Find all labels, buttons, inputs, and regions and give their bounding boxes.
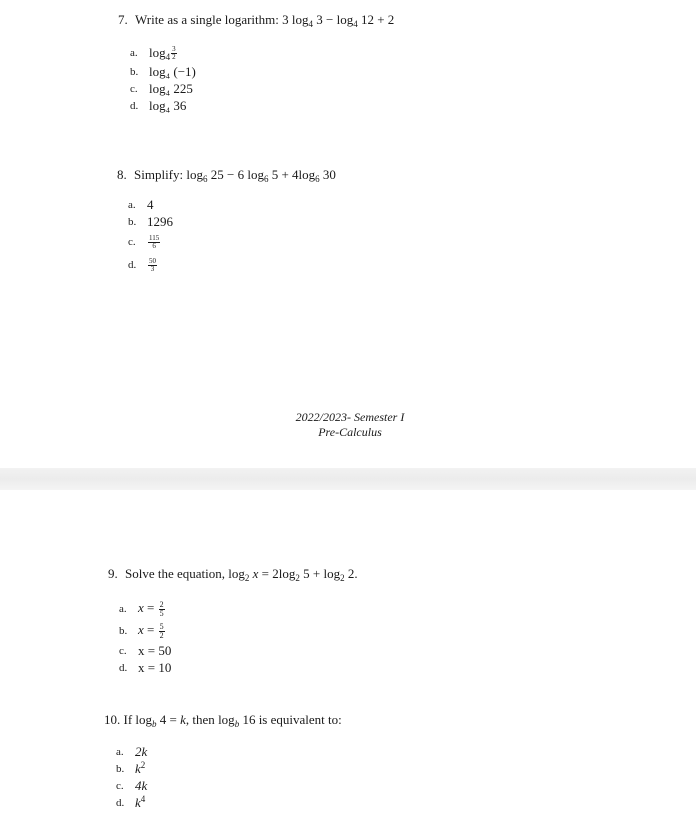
- question-10-option-d[interactable]: [116, 794, 147, 811]
- question-8-option-a[interactable]: [128, 196, 173, 213]
- page-break: [0, 468, 696, 490]
- option-value: $k^2$: [135, 759, 146, 776]
- fraction: $\frac{115}{6}$: [149, 233, 160, 250]
- option-label: d.: [116, 796, 125, 809]
- option-label: c.: [119, 644, 127, 657]
- option-value: $k^4$: [135, 793, 146, 810]
- option-value: x = 50: [138, 642, 172, 658]
- question-8-option-b[interactable]: [128, 213, 173, 230]
- option-label: d.: [119, 661, 128, 674]
- option-label: a.: [128, 198, 136, 211]
- option-label: a.: [130, 47, 138, 59]
- question-8-prompt: Simplify:: [134, 167, 184, 182]
- question-7-prompt: Write as a single logarithm:: [135, 12, 279, 27]
- option-value: 1296: [147, 213, 173, 229]
- question-7-option-d[interactable]: [130, 97, 196, 114]
- question-10-options: [116, 743, 147, 811]
- option-value: 4: [147, 196, 154, 212]
- question-9-expression: $\log_2 x = 2\log_2$ $5 + \log_2 2$.: [228, 566, 358, 583]
- option-label: d.: [130, 99, 139, 112]
- question-7-options: [130, 43, 196, 114]
- option-label: c.: [128, 236, 136, 248]
- question-10-prompt-start: If: [123, 712, 133, 727]
- question-7-option-b[interactable]: [130, 63, 196, 80]
- option-value: $\log_4$ $\frac{3}{2}$: [149, 44, 176, 62]
- question-10-option-a[interactable]: [116, 743, 147, 760]
- question-10-number: 10.: [104, 712, 121, 727]
- question-9-option-a[interactable]: [119, 598, 171, 620]
- question-10-option-c[interactable]: [116, 777, 147, 794]
- question-7-option-c[interactable]: [130, 80, 196, 97]
- question-10: [104, 712, 342, 728]
- question-8-options: [128, 196, 173, 276]
- question-10-target: $\log_b 16$: [218, 712, 256, 729]
- question-9-option-b[interactable]: [119, 620, 171, 642]
- question-9-option-c[interactable]: [119, 642, 171, 659]
- fraction: $\frac{2}{5}$: [159, 599, 164, 618]
- course-text: Pre-Calculus: [318, 425, 382, 439]
- question-9-prompt: Solve the equation,: [125, 566, 226, 581]
- option-label: b.: [119, 625, 128, 637]
- question-9: [108, 566, 358, 582]
- worksheet-page-bottom: [0, 490, 696, 829]
- option-label: c.: [130, 82, 138, 95]
- question-8-expression: $\log_6 25 - 6$ $\log_6 5 + 4\log_6$ 30: [186, 167, 336, 184]
- question-9-number: 9.: [108, 566, 118, 581]
- option-label: a.: [116, 745, 124, 758]
- question-8-option-d[interactable]: [128, 254, 173, 276]
- fraction: $\frac{5}{2}$: [159, 621, 164, 640]
- question-10-condition: $\log_b 4 = k$: [135, 712, 186, 729]
- question-9-option-d[interactable]: [119, 659, 171, 676]
- question-7-expression: 3 $\log_4 3 - \log_4 12 + 2$: [282, 12, 395, 29]
- option-value: log₄ 225: [149, 80, 193, 96]
- option-value: 2k: [135, 743, 148, 759]
- question-10-prompt-end: is equivalent to:: [258, 712, 342, 727]
- option-label: b.: [128, 215, 137, 228]
- option-value: x = $\frac{2}{5}$: [138, 599, 164, 618]
- option-label: d.: [128, 259, 137, 271]
- fraction: $\frac{50}{3}$: [149, 256, 156, 273]
- question-9-options: [119, 598, 171, 676]
- question-7-option-a[interactable]: [130, 43, 196, 63]
- option-value: log₄ 36: [149, 97, 187, 113]
- question-8-option-c[interactable]: [128, 230, 173, 254]
- question-10-prompt-mid: , then: [185, 712, 215, 727]
- semester-footer: [270, 410, 430, 440]
- option-value: x = $\frac{5}{2}$: [138, 621, 164, 640]
- option-label: a.: [119, 603, 127, 615]
- option-label: b.: [130, 65, 139, 78]
- option-label: c.: [116, 779, 124, 792]
- semester-text: 2022/2023- Semester I: [295, 410, 405, 424]
- option-label: b.: [116, 762, 125, 775]
- question-8-number: 8.: [117, 167, 127, 182]
- option-value: log₄ (−1): [149, 63, 196, 79]
- fraction: $\frac{3}{2}$: [172, 45, 176, 62]
- option-value: 4k: [135, 777, 148, 793]
- question-10-option-b[interactable]: [116, 760, 147, 777]
- question-7: [118, 12, 394, 28]
- question-7-number: 7.: [118, 12, 128, 27]
- option-value: x = 10: [138, 659, 172, 675]
- question-8: [117, 167, 336, 183]
